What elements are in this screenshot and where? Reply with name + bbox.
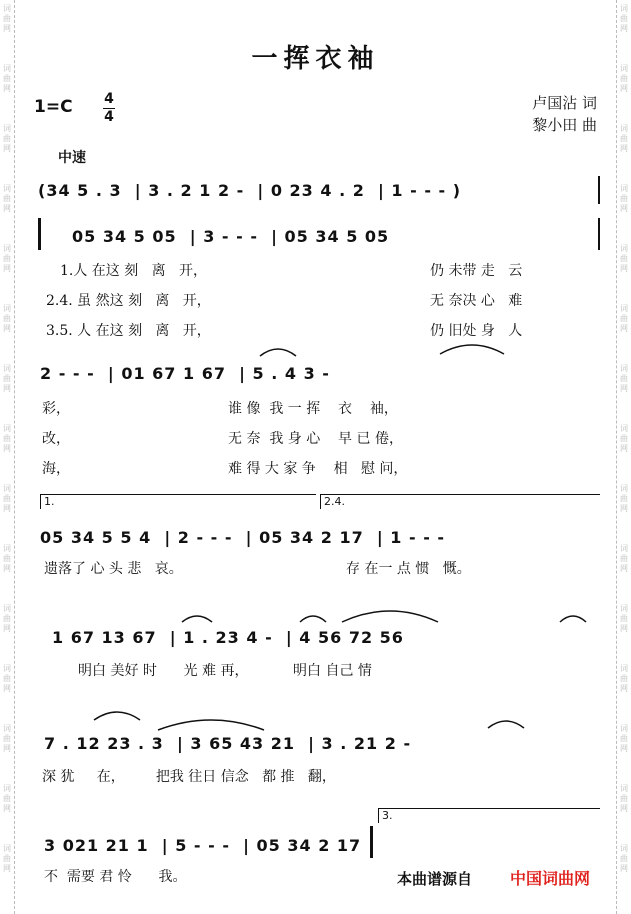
watermark-glyphs: 词 曲 网 [3, 484, 11, 513]
watermark-glyphs: 词 曲 网 [3, 844, 11, 873]
tie-arc [258, 344, 298, 358]
barline [598, 176, 600, 204]
watermark-glyphs: 词 曲 网 [3, 424, 11, 453]
tie-arc [298, 612, 328, 624]
watermark-glyphs: 词 曲 网 [3, 724, 11, 753]
watermark-glyphs: 词 曲 网 [620, 724, 628, 753]
lyric-line: 遗落了 心 头 悲 哀。 [44, 561, 183, 577]
notation-row-2: 2 - - - | 01 67 1 67 | 5 . 4 3 - [40, 364, 330, 383]
watermark-glyphs: 词 曲 网 [620, 364, 628, 393]
notation-row-6: 3 021 21 1 | 5 - - - | 05 34 2 17 [44, 836, 362, 855]
slur-arc [340, 604, 440, 624]
watermark-glyphs: 词 曲 网 [3, 64, 11, 93]
watermark-glyphs: 词 曲 网 [3, 544, 11, 573]
lyric-line: 仍 旧处 身 人 [430, 323, 523, 339]
watermark-glyphs: 词 曲 网 [3, 124, 11, 153]
watermark-glyphs: 词 曲 网 [620, 604, 628, 633]
tie-arc [486, 716, 526, 730]
watermark-glyphs: 词 曲 网 [620, 304, 628, 333]
volta-2-4: 2.4. [320, 494, 600, 509]
meter-top: 4 [104, 91, 114, 107]
lyric-line: 仍 未带 走 云 [430, 263, 523, 279]
volta-3: 3. [378, 808, 600, 823]
watermark-glyphs: 词 曲 网 [3, 4, 11, 33]
lyric-line: 难 得 大 家 争 相 慰 问， [228, 461, 408, 477]
watermark-glyphs: 词 曲 网 [620, 784, 628, 813]
lyric-line: 不 需要 君 怜 我。 [44, 869, 187, 885]
lyric-line: 彩， [42, 401, 70, 417]
tempo-marking: 中速 [58, 150, 86, 166]
lyric-line: 改， [42, 431, 70, 447]
lyric-line: 深 犹 在， 把我 往日 信念 都 推 翻， [42, 769, 336, 785]
watermark-glyphs: 词 曲 网 [3, 184, 11, 213]
watermark-glyphs: 词 曲 网 [3, 664, 11, 693]
watermark-glyphs: 词 曲 网 [620, 244, 628, 273]
watermark-glyphs: 词 曲 网 [620, 544, 628, 573]
watermark-glyphs: 词 曲 网 [3, 304, 11, 333]
lyric-line: 谁 像 我 一 挥 衣 袖， [228, 401, 398, 417]
time-signature [103, 92, 115, 125]
lyric-line: 明白 美好 时 光 难 再， 明白 自己 情 [78, 663, 372, 679]
lyric-line: 存 在一 点 惯 慨。 [346, 561, 471, 577]
notation-row-3: 05 34 5 5 4 | 2 - - - | 05 34 2 17 | 1 - - - [40, 528, 446, 547]
watermark-glyphs: 词 曲 网 [620, 124, 628, 153]
lyric-line: 海， [42, 461, 70, 477]
watermark-glyphs: 词 曲 网 [620, 4, 628, 33]
volta-1: 1. [40, 494, 316, 509]
barline [598, 218, 600, 250]
lyric-line: 2.4. 虽 然这 刻 离 开， [46, 293, 211, 309]
watermark-glyphs: 词 曲 网 [620, 64, 628, 93]
source-note: 本曲谱源自 [397, 870, 473, 888]
tie-arc [558, 612, 588, 624]
repeat-barline-start [38, 218, 41, 250]
watermark-glyphs: 词 曲 网 [620, 424, 628, 453]
watermark-glyphs: 词 曲 网 [620, 664, 628, 693]
lyricist-credit: 卢国沾 词 [532, 94, 597, 112]
watermark-glyphs: 词 曲 网 [620, 484, 628, 513]
site-brand-link[interactable]: 中国词曲网 [510, 869, 591, 888]
slur-arc [92, 706, 142, 722]
slur-arc [438, 340, 506, 356]
lyric-line: 3.5. 人 在这 刻 离 开， [46, 323, 211, 339]
watermark-glyphs: 词 曲 网 [3, 604, 11, 633]
lyric-line: 1.人 在这 刻 离 开， [60, 263, 207, 279]
watermark-glyphs: 词 曲 网 [620, 844, 628, 873]
notation-row-4: 1 67 13 67 | 1 . 23 4 - | 4 56 72 56 [52, 628, 404, 647]
watermark-glyphs: 词 曲 网 [3, 364, 11, 393]
notation-intro: (34 5 . 3 | 3 . 2 1 2 - | 0 23 4 . 2 | 1 - - - ) [38, 181, 462, 200]
tie-arc [180, 612, 214, 624]
repeat-barline-end [370, 826, 373, 858]
composer-credit: 黎小田 曲 [532, 116, 597, 134]
meter-bottom: 4 [104, 109, 114, 125]
watermark-glyphs: 词 曲 网 [3, 244, 11, 273]
lyric-line: 无 奈 我 身 心 早 已 倦， [228, 431, 403, 447]
key-signature: 1=C [34, 97, 73, 117]
watermark-glyphs: 词 曲 网 [3, 784, 11, 813]
notation-row-1: 05 34 5 05 | 3 - - - | 05 34 5 05 [72, 227, 390, 246]
notation-row-5: 7 . 12 23 . 3 | 3 65 43 21 | 3 . 21 2 - [44, 734, 412, 753]
slur-arc [156, 714, 266, 732]
lyric-line: 无 奈决 心 难 [430, 293, 523, 309]
watermark-glyphs: 词 曲 网 [620, 184, 628, 213]
song-title: 一挥衣袖 [251, 44, 380, 74]
